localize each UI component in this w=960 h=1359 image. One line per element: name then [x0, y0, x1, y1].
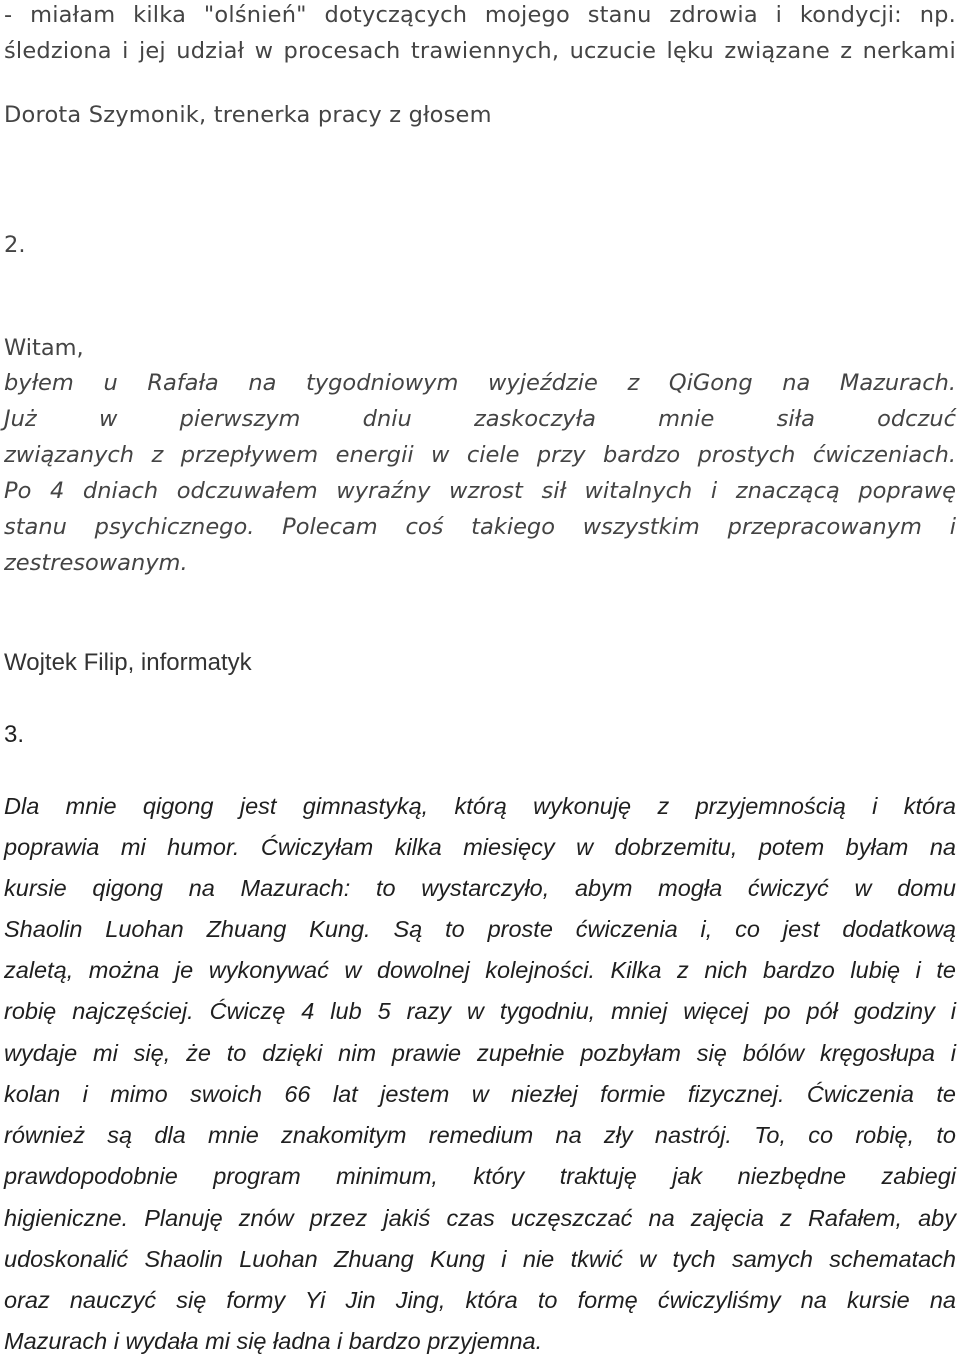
- paragraph-line: Mazurach i wydała mi się ładna i bardzo przyjemna.: [4, 1328, 543, 1354]
- signature: Wojtek Filip, informatyk: [4, 649, 252, 676]
- paragraph-line: śledziona i jej udział w procesach trawiennych, uczucie lęku związane z nerkami: [4, 38, 956, 64]
- paragraph-line: poprawia mi humor. Ćwiczyłam kilka miesięcy w dobrzemitu, potem byłam na: [4, 834, 956, 860]
- paragraph-line: kursie qigong na Mazurach: to wystarczyło, abym mogła ćwiczyć w domu: [4, 875, 956, 901]
- paragraph-line: - miałam kilka "olśnień" dotyczących mojego stanu zdrowia i kondycji: np.: [4, 2, 956, 28]
- paragraph-line: Shaolin Luohan Zhuang Kung. Są to proste ćwiczenia i, co jest dodatkową: [4, 916, 956, 942]
- paragraph-line: Po 4 dniach odczuwałem wyraźny wzrost sił witalnych i znaczącą poprawę: [4, 478, 956, 504]
- section-number: 3.: [4, 721, 25, 748]
- paragraph-line: związanych z przepływem energii w ciele przy bardzo prostych ćwiczeniach.: [4, 442, 956, 468]
- section-number: 2.: [4, 232, 26, 258]
- paragraph-line: prawdopodobnie program minimum, który traktuję jak niezbędne zabiegi: [4, 1163, 956, 1189]
- paragraph-line: oraz nauczyć się formy Yi Jin Jing, która to formę ćwiczyliśmy na kursie na: [4, 1287, 956, 1313]
- paragraph-line: Dla mnie qigong jest gimnastyką, którą wykonuję z przyjemnością i która: [4, 793, 956, 819]
- paragraph-line: również są dla mnie znakomitym remedium na zły nastrój. To, co robię, to: [4, 1122, 956, 1148]
- paragraph-line: higieniczne. Planuję znów przez jakiś czas uczęszczać na zajęcia z Rafałem, aby: [4, 1205, 956, 1231]
- paragraph-line: zestresowanym.: [4, 550, 188, 576]
- paragraph-line: udoskonalić Shaolin Luohan Zhuang Kung i nie tkwić w tych samych schematach: [4, 1246, 956, 1272]
- greeting: Witam,: [4, 335, 84, 361]
- paragraph-line: stanu psychicznego. Polecam coś takiego wszystkim przepracowanym i: [4, 514, 956, 540]
- paragraph-line: robię najczęściej. Ćwiczę 4 lub 5 razy w tygodniu, mniej więcej po pół godziny i: [4, 998, 956, 1024]
- paragraph-line: zaletą, można je wykonywać w dowolnej kolejności. Kilka z nich bardzo lubię i te: [4, 957, 956, 983]
- paragraph-line: byłem u Rafała na tygodniowym wyjeździe z QiGong na Mazurach.: [4, 370, 956, 396]
- paragraph-line: kolan i mimo swoich 66 lat jestem w niezłej formie fizycznej. Ćwiczenia te: [4, 1081, 956, 1107]
- paragraph-line: Już w pierwszym dniu zaskoczyła mnie siła odczuć: [4, 406, 956, 432]
- paragraph-line: wydaje mi się, że to dzięki nim prawie zupełnie pozbyłam się bólów kręgosłupa i: [4, 1040, 956, 1066]
- signature: Dorota Szymonik, trenerka pracy z głosem: [4, 102, 492, 128]
